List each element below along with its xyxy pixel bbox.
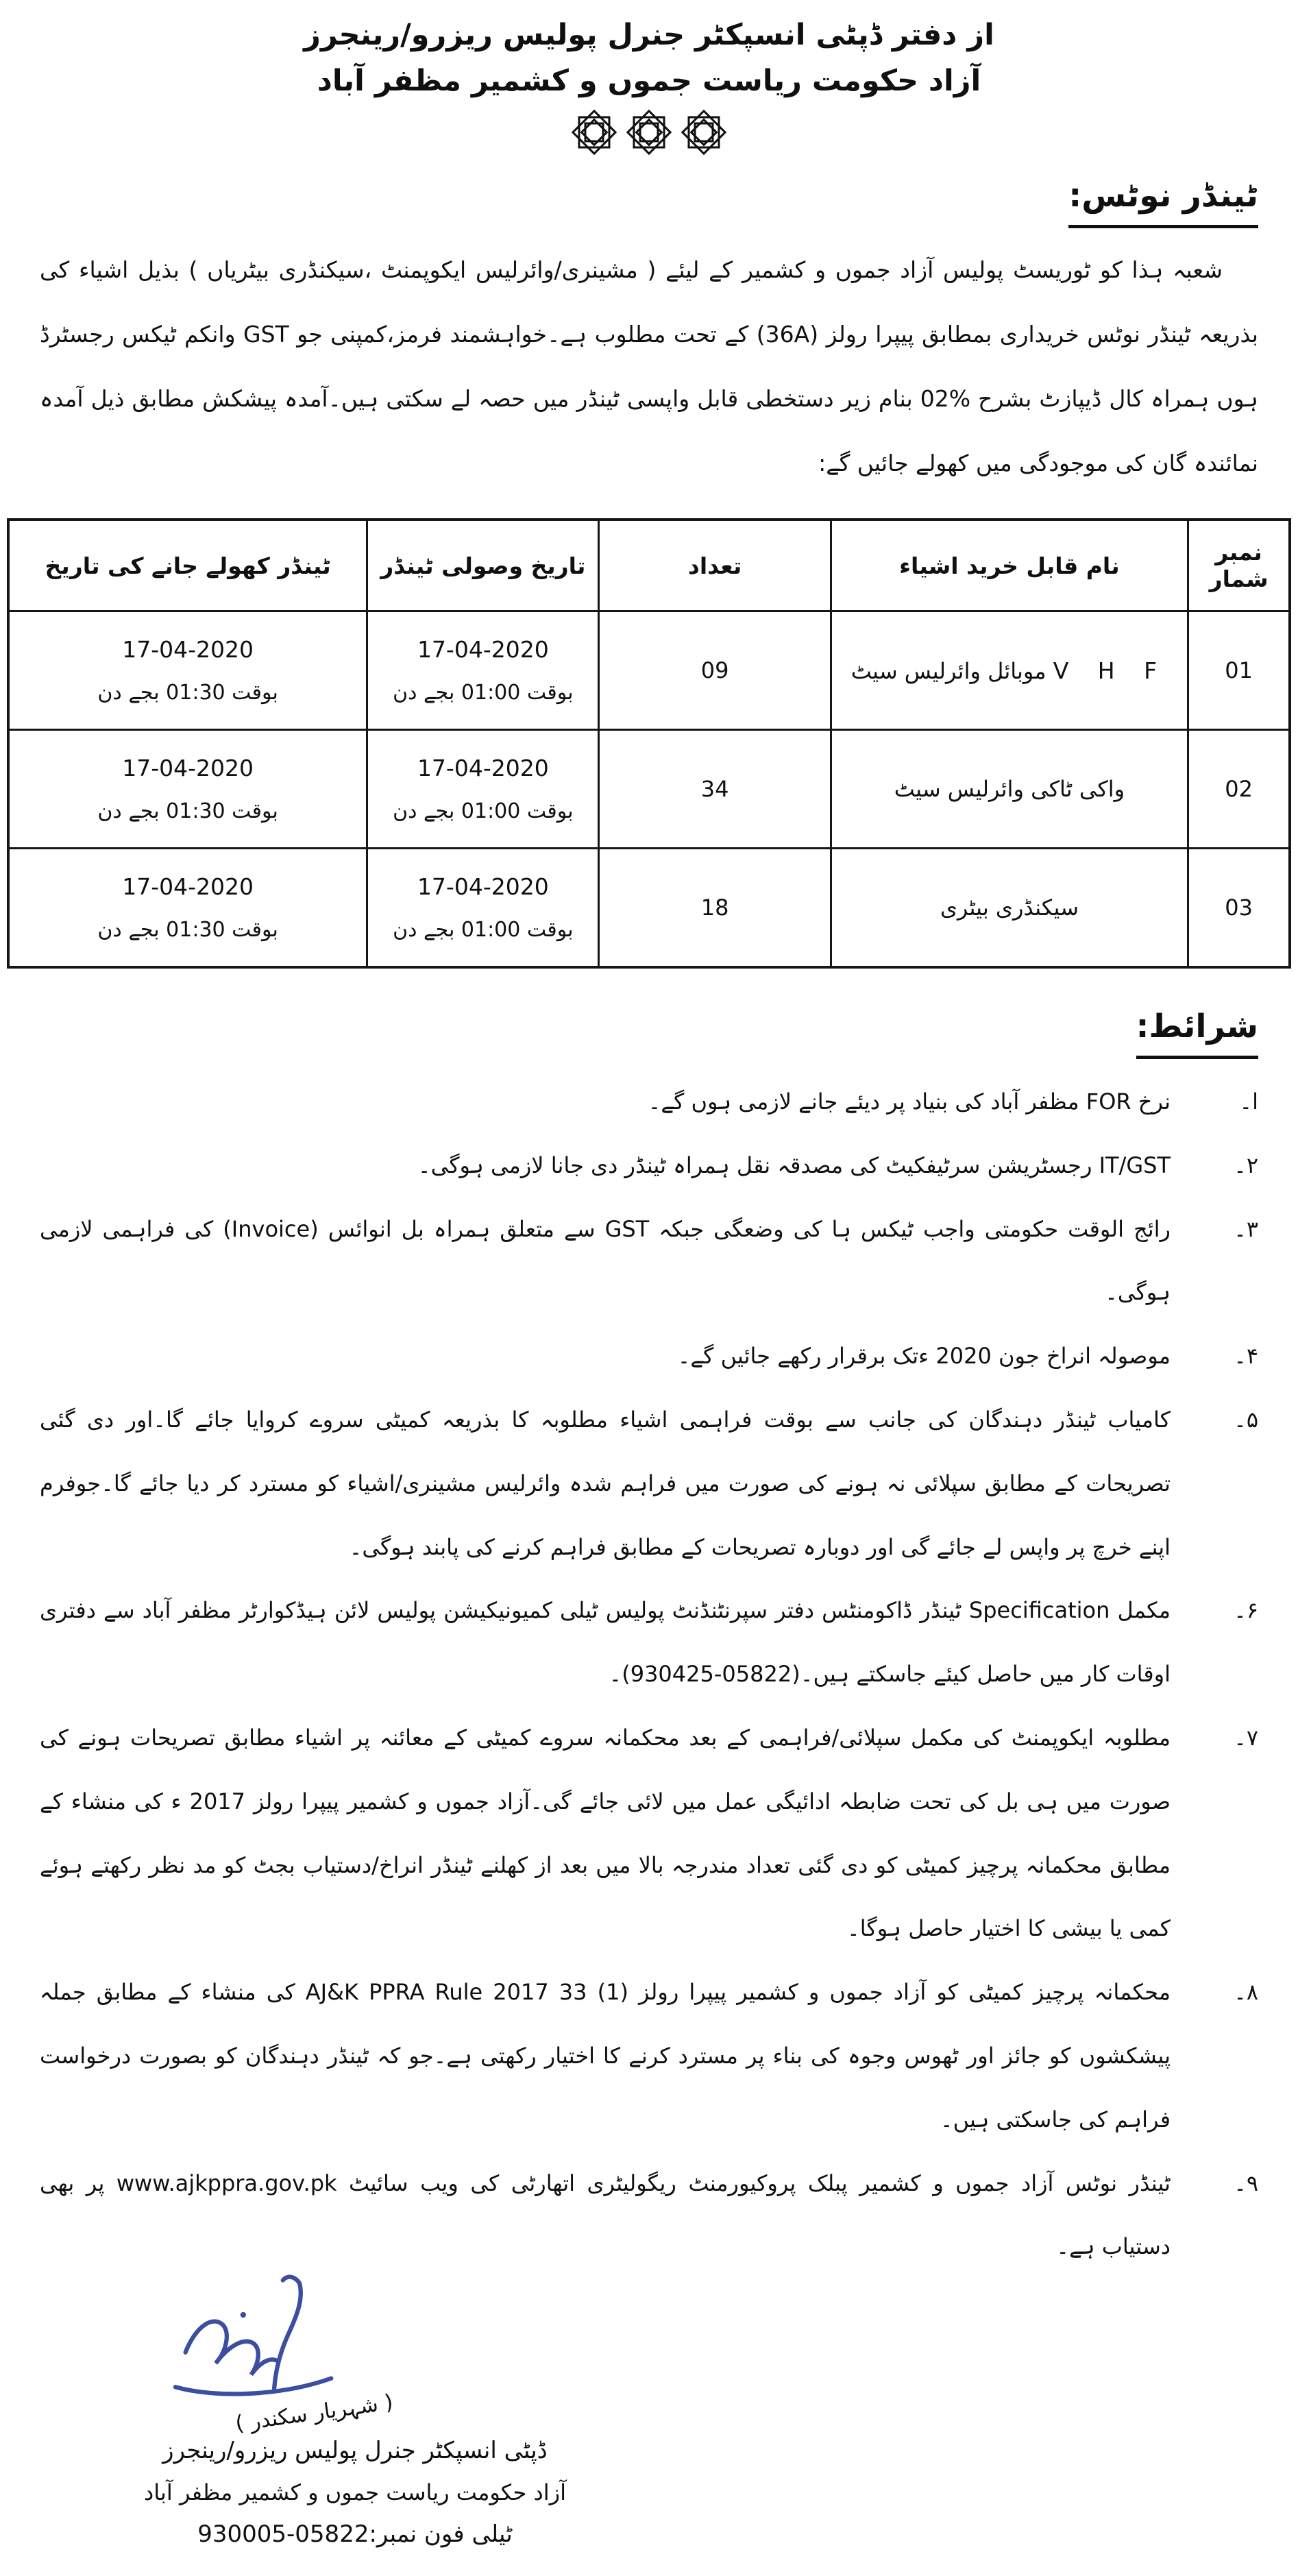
list-item [40, 1134, 1258, 1198]
serial-cell: 02 [1188, 730, 1290, 849]
col-opening-date: ٹینڈر کھولے جانے کی تاریخ [8, 520, 367, 611]
list-item [40, 1198, 1258, 1325]
receipt-time: بوقت 01:00 بجے دن [393, 681, 574, 705]
signatory-title: ڈپٹی انسپکٹر جنرل پولیس ریزرو/رینجرز [162, 2437, 548, 2465]
condition-text: محکمانہ پرچیز کمیٹی کو آزاد جموں و کشمیر پیپرا رولز (1) AJ&K PPRA Rule 2017 33 کی منشاء کے مطابق جملہ پیشکشوں کو جائز اور ٹھوس وجوہ کی بناء پر مسترد کرنے کا اختیار رکھتی ہے۔جو کہ ٹینڈر دہندگان کو بصورت درخواست فراہم کی جاسکتی ہیں۔ [40, 1979, 1171, 2133]
item-urdu-label: سیکنڈری بیٹری [940, 895, 1079, 921]
office-name: از دفتر ڈپٹی انسپکٹر جنرل پولیس ریزرو/رینجرز [304, 18, 994, 52]
receipt-date: 17-04-2020 [417, 873, 549, 901]
handwritten-signature [156, 2273, 362, 2410]
condition-number: ۳۔ [1234, 1215, 1258, 1242]
tender-notice-section [40, 176, 1258, 228]
list-item [40, 1579, 1258, 1706]
receipt-date: 17-04-2020 [417, 755, 549, 782]
col-quantity: تعداد [599, 520, 831, 611]
condition-number: ا۔ [1239, 1088, 1258, 1115]
condition-text: نرخ FOR مظفر آباد کی بنیاد پر دیئے جانے لازمی ہوں گے۔ [648, 1088, 1171, 1115]
condition-number: ۷۔ [1234, 1724, 1258, 1751]
table-row [8, 849, 1290, 968]
tender-notice-heading: ٹینڈر نوٹس: [1068, 176, 1258, 228]
opening-time: بوقت 01:30 بجے دن [97, 681, 278, 705]
item-urdu-label: واکی ٹاکی وائرلیس سیٹ [894, 776, 1125, 803]
condition-text: IT/GST رجسٹریشن سرٹیفکیٹ کی مصدقہ نقل ہمراہ ٹینڈر دی جانا لازمی ہوگی۔ [417, 1152, 1171, 1178]
office-phone: ٹیلی فون نمبر:05822-930005 [197, 2520, 513, 2549]
government-name: آزاد حکومت ریاست جموں و کشمیر مظفر آباد [317, 63, 981, 98]
condition-number: ۹۔ [1234, 2170, 1258, 2196]
receipt-cell [367, 849, 599, 968]
conditions-list [40, 1070, 1258, 2279]
item-latin-label: V H F [1053, 657, 1168, 684]
condition-text: رائج الوقت حکومتی واجب ٹیکس ہا کی وضعگی جبکہ GST سے متعلق ہمراہ بل انوائس (Invoice) کی فراہمی لازمی ہوگی۔ [40, 1215, 1171, 1306]
list-item [40, 1388, 1258, 1579]
opening-date: 17-04-2020 [122, 873, 254, 901]
condition-number: ۴۔ [1234, 1343, 1258, 1370]
conditions-heading: شرائط: [1136, 1007, 1258, 1059]
opening-cell [8, 611, 367, 730]
receipt-time: بوقت 01:00 بجے دن [393, 918, 574, 943]
condition-text: مکمل Specification ٹینڈر ڈاکومنٹس دفتر سپرنٹنڈنٹ پولیس ٹیلی کمیونیکیشن پولیس لائن ہیڈکوارٹر مظفر آباد سے دفتری اوقات کار میں حاصل کیئے جاسکتے ہیں۔(05822-930425)۔ [40, 1597, 1171, 1688]
receipt-date: 17-04-2020 [417, 636, 549, 664]
signatory-org: آزاد حکومت ریاست جموں و کشمیر مظفر آباد [144, 2479, 566, 2505]
receipt-cell [367, 611, 599, 730]
list-item [40, 1324, 1258, 1388]
signature-block [53, 2390, 657, 2556]
signatory-name: ( شہریار سکندر ) [234, 2390, 395, 2437]
item-name-cell [831, 730, 1188, 849]
list-item [40, 1706, 1258, 1960]
tender-items-table [7, 518, 1291, 969]
item-name-cell [831, 611, 1188, 730]
receipt-cell [367, 730, 599, 849]
col-serial: نمبر شمار [1188, 520, 1290, 611]
condition-number: ۲۔ [1234, 1152, 1258, 1178]
condition-number: ۸۔ [1234, 1979, 1258, 2006]
opening-date: 17-04-2020 [122, 636, 254, 664]
serial-cell: 01 [1188, 611, 1290, 730]
list-item [40, 2152, 1258, 2279]
condition-number: ۵۔ [1234, 1406, 1258, 1433]
condition-text: موصولہ انراخ جون 2020 ءتک برقرار رکھے جائیں گے۔ [677, 1343, 1171, 1370]
condition-number: ۶۔ [1234, 1597, 1258, 1624]
col-receipt-date: تاریخ وصولی ٹینڈر [367, 520, 599, 611]
condition-text: مطلوبہ ایکوپمنٹ کی مکمل سپلائی/فراہمی کے بعد محکمانہ سروے کمیٹی کے معائنہ پر اشیاء مطابق تصریحات ہونے کی صورت میں ہی بل کی تحت ضابطہ ادائیگی عمل میں لائی جائے گی۔آزاد جموں و کشمیر پیپرا رولز 2017 ء کی منشاء کے مطابق محکمانہ پرچیز کمیٹی کو دی گئی تعداد مندرجہ بالا میں بعد از کھلنے ٹینڈر انراخ/دستیاب بجٹ کو مد نظر رکھتے ہوئے کمی یا بیشی کا اختیار حاصل ہوگا۔ [40, 1724, 1171, 1942]
condition-text: کامیاب ٹینڈر دہندگان کی جانب سے بوقت فراہمی اشیاء مطلوبہ کا بذریعہ کمیٹی سروے کروایا جائے گا۔اور دی گئی تصریحات کے مطابق سپلائی نہ ہونے کی صورت میں فراہم شدہ وائرلیس مشینری/اشیاء کو مسترد کر دیا جائے گا۔جوفرم اپنے خرچ پر واپس لے جائے گی اور دوبارہ تصریحات کے مطابق فراہم کرنے کی پابند ہوگی۔ [40, 1406, 1171, 1560]
list-item [40, 1960, 1258, 2151]
item-name-cell [831, 849, 1188, 968]
opening-time: بوقت 01:30 بجے دن [97, 799, 278, 824]
quantity-cell: 34 [599, 730, 831, 849]
opening-cell [8, 849, 367, 968]
item-urdu-label: موبائل وائرلیس سیٹ [850, 657, 1046, 684]
table-row [8, 730, 1290, 849]
receipt-time: بوقت 01:00 بجے دن [393, 799, 574, 824]
quantity-cell: 18 [599, 849, 831, 968]
quantity-cell: 09 [599, 611, 831, 730]
opening-date: 17-04-2020 [122, 755, 254, 782]
star-ornament-icon [563, 106, 735, 158]
opening-time: بوقت 01:30 بجے دن [97, 918, 278, 943]
intro-paragraph: شعبہ ہذا کو ٹوریسٹ پولیس آزاد جموں و کشمیر کے لیئے ( مشینری/وائرلیس ایکوپمنٹ ،سیکنڈری بیٹریاں ) بذیل اشیاء کی بذریعہ ٹینڈر نوٹس خریداری بمطابق پیپرا رولز (36A) کے تحت مطلوب ہے۔خواہشمند فرمز،کمپنی جو GST وانکم ٹیکس رجسٹرڈ ہوں ہمراہ کال ڈیپازٹ بشرح %02 بنام زیر دستخطی قابل واپسی ٹینڈر میں حصہ لے سکتی ہیں۔آمدہ پیشکش مطابق ذیل آمدہ نمائندہ گان کی موجودگی میں کھولے جائیں گے: [40, 256, 1258, 477]
col-item-name: نام قابل خرید اشیاء [831, 520, 1188, 611]
letterhead [40, 12, 1258, 158]
opening-cell [8, 730, 367, 849]
list-item [40, 1070, 1258, 1134]
table-header-row [8, 520, 1290, 611]
table-row [8, 611, 1290, 730]
conditions-section [40, 1007, 1258, 1059]
condition-text: ٹینڈر نوٹس آزاد جموں و کشمیر پبلک پروکیورمنٹ ریگولیٹری اتھارٹی کی ویب سائیٹ www.ajkppra.gov.pk پر بھی دستیاب ہے۔ [40, 2170, 1171, 2260]
serial-cell: 03 [1188, 849, 1290, 968]
